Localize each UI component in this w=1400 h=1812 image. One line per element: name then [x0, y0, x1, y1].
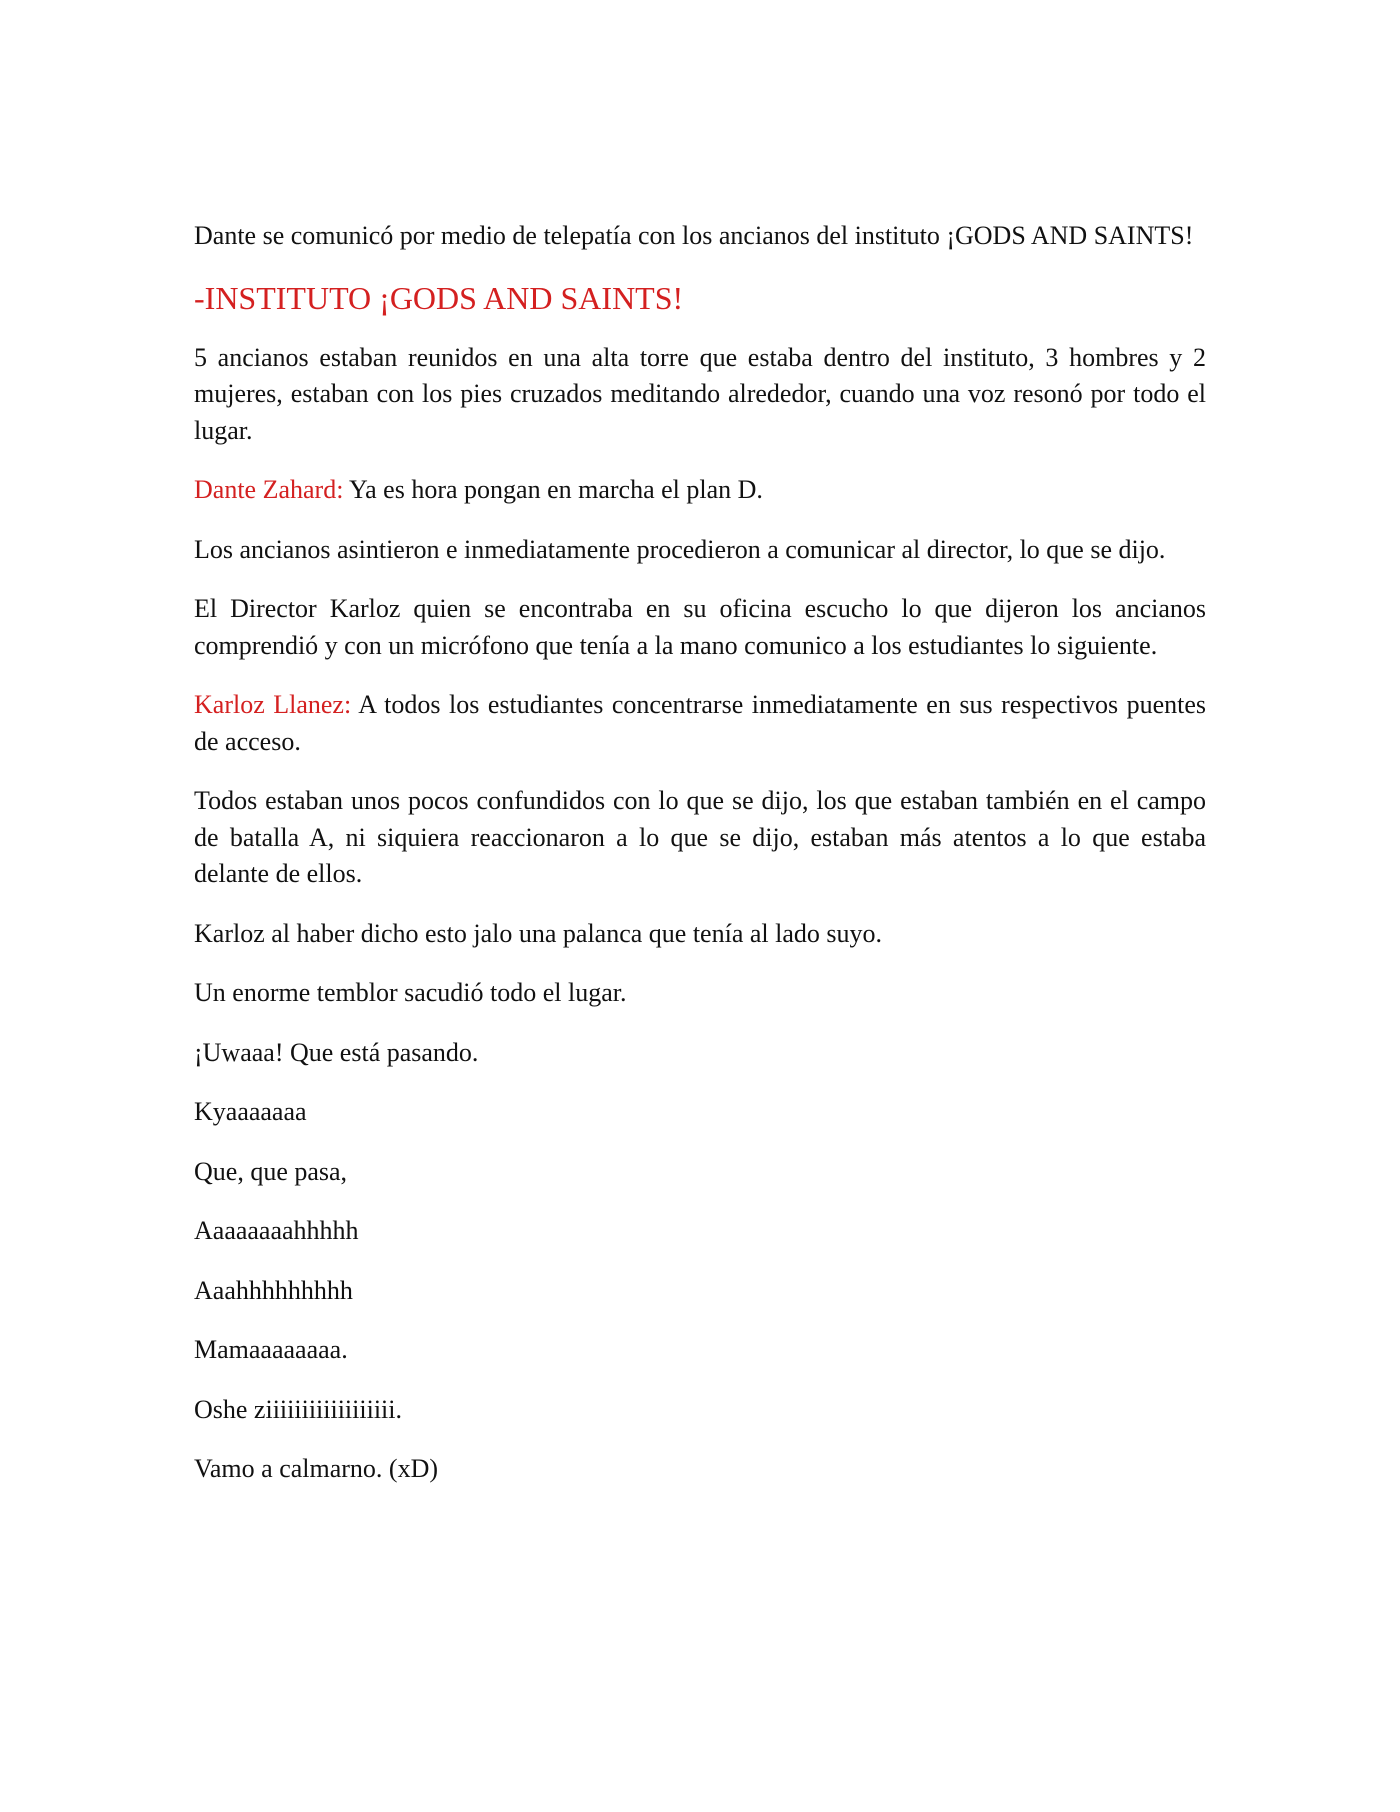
exclamation-line: ¡Uwaaa! Que está pasando. — [194, 1037, 479, 1067]
exclamation-line: Mamaaaaaaaa. — [194, 1335, 348, 1364]
paragraph-confused: Todos estaban unos pocos confundidos con lo que se dijo, los que estaban también en el campo de batalla A, ni siquiera reaccionaron a lo que se dijo, estaban más atentos a lo que estaba delante de ellos. — [194, 786, 1206, 888]
speaker-name: Karloz Llanez: — [194, 690, 352, 719]
exclamation-line: Vamo a calmarno. (xD) — [194, 1454, 439, 1483]
dialogue-text: Ya es hora pongan en marcha el plan D. — [343, 475, 763, 504]
exclamation-line: Que, que pasa, — [194, 1156, 348, 1186]
paragraph-elders-nod: Los ancianos asintieron e inmediatamente procedieron a comunicar al director, lo que se dijo. — [194, 534, 1166, 564]
exclamation-line: Aaaaaaaahhhhh — [194, 1216, 359, 1245]
paragraph-lever: Karloz al haber dicho esto jalo una palanca que tenía al lado suyo. — [194, 918, 883, 948]
dialogue-karloz — [194, 687, 1206, 760]
paragraph-tremor: Un enorme temblor sacudió todo el lugar. — [194, 978, 627, 1007]
exclamation-line: Aaahhhhhhhhh — [194, 1275, 353, 1305]
exclamation-line: Oshe ziiiiiiiiiiiiiiiiii. — [194, 1394, 402, 1424]
dialogue-text: A todos los estudiantes concentrarse inmediatamente en sus respectivos puentes de acceso. — [194, 690, 1206, 756]
paragraph-director: El Director Karloz quien se encontraba en su oficina escucho lo que dijeron los ancianos comprendió y con un micrófono que tenía a la mano comunico a los estudiantes lo siguiente. — [194, 594, 1206, 660]
intro-paragraph: Dante se comunicó por medio de telepatía con los ancianos del instituto ¡GODS AND SAINTS! — [194, 221, 1194, 250]
paragraph-elders: 5 ancianos estaban reunidos en una alta torre que estaba dentro del instituto, 3 hombres y 2 mujeres, estaban con los pies cruzados meditando alrededor, cuando una voz resonó por todo el lugar. — [194, 342, 1206, 445]
document-page — [194, 218, 1206, 1511]
speaker-name: Dante Zahard: — [194, 475, 344, 504]
exclamation-line: Kyaaaaaaa — [194, 1097, 307, 1126]
section-heading: -INSTITUTO ¡GODS AND SAINTS! — [194, 279, 684, 316]
dialogue-dante — [194, 472, 1206, 509]
